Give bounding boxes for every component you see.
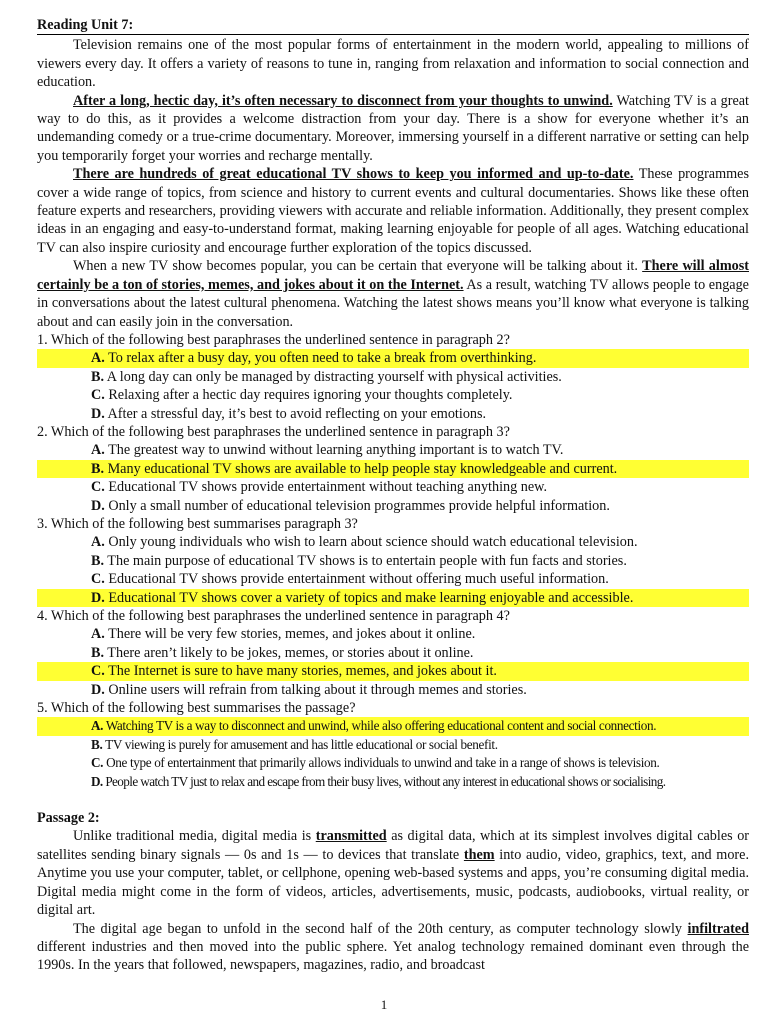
question-4-option-c [37,662,749,680]
question-5-option-a [37,717,749,735]
paragraph-text: Television remains one of the most popular forms of entertainment in the modern world, appealing to millions of viewers every day. It offers a variety of reasons to tune in, ranging from relaxation and information to social connection and education. [37,37,749,91]
option-letter: C. [91,479,105,496]
document-page [37,16,749,975]
option-text: The Internet is sure to have many stories, memes, and jokes about it. [104,663,497,680]
passage1-paragraph-2 [37,92,749,166]
question-1-stem: 1. Which of the following best paraphrases the underlined sentence in paragraph 2? [37,331,510,348]
option-text: Watching TV is a way to disconnect and unwind, while also offering educational content and social connection. [103,718,657,734]
underlined-word: infiltrated [687,920,749,937]
option-letter: D. [91,405,105,422]
paragraph-text: different industries and then moved into the public sphere. Yet analog technology remained dominant even through the 1990s. In the years that followed, newspapers, magazines, radio, and broadcast [37,938,749,974]
passage2-paragraph-2 [37,920,749,975]
option-letter: B. [91,552,105,569]
option-text: There will be very few stories, memes, and jokes about it online. [104,626,476,643]
option-text: Only young individuals who wish to learn about science should watch educational television. [104,534,638,551]
option-text: Educational TV shows provide entertainment without offering much useful information. [104,571,609,588]
option-letter: C. [91,571,105,588]
option-text: One type of entertainment that primarily allows individuals to unwind and take in a range of shows is television. [103,755,660,771]
option-text: Relaxing after a hectic day requires ignoring your thoughts completely. [104,387,513,404]
option-text: There aren’t likely to be jokes, memes, or stories about it online. [104,644,474,661]
option-text: Only a small number of educational television programmes provide helpful information. [104,497,610,514]
paragraph-text: As a result, watching TV allows people to engage in conversations about the latest cultural phenomena. Watching the latest shows means you’ll know what everyone is talking about and can easily join in the conversation. [37,276,749,330]
option-text: Educational TV shows cover a variety of topics and make learning enjoyable and accessible. [104,589,634,606]
option-text: TV viewing is purely for amusement and has little educational or social benefit. [102,736,498,752]
option-letter: C. [91,387,105,404]
page-number: 1 [380,997,388,1012]
question-5-option-d [91,773,749,791]
question-4-option-d [91,681,749,699]
question-1-option-a [37,349,749,367]
question-1-option-b [91,368,749,386]
question-2-option-c [91,478,749,496]
unit-title: Reading Unit 7: [37,16,749,35]
question-3-option-a [91,533,749,551]
option-text: The greatest way to unwind without learning anything important is to watch TV. [104,442,564,459]
option-letter: B. [91,644,105,661]
option-letter: A. [91,534,105,551]
question-3-option-d [37,589,749,607]
option-letter: D. [91,497,105,514]
option-letter: A. [91,718,104,734]
paragraph-text: into audio, video, graphics, text, and more. Anytime you use your computer, tablet, or cellphone, opening web-based systems and apps, you’re consuming digital media. Digital media might come in the form of videos, articles, advertisements, music, podcasts, audiobooks, virtual reality, or digital art. [37,846,749,919]
option-letter: D. [91,589,105,606]
question-3-stem: 3. Which of the following best summarises paragraph 3? [37,515,358,532]
option-text: Online users will refrain from talking about it through memes and stories. [104,681,527,698]
option-letter: A. [91,442,105,459]
passage1-paragraph-1 [37,36,749,91]
question-4-option-a [91,625,749,643]
question-3-option-b [91,552,749,570]
paragraph-text: Unlike traditional media, digital media is [73,828,316,845]
option-letter: B. [91,460,105,477]
paragraph-text: These programmes cover a wide range of topics, from science and history to current events and cultural documentaries. Shows like these often feature experts and researchers, providing viewers with accurate and reliable information. Additionally, they present complex ideas in an engaging and easy-to-understand format, making learning enjoyable for people of all ages. Watching educational TV can also inspire curiosity and encourage further exploration of the topics discussed. [37,166,749,256]
underlined-sentence: After a long, hectic day, it’s often necessary to disconnect from your thoughts to unwind. [73,92,613,109]
paragraph-text: The digital age began to unfold in the second half of the 20th century, as computer technology slowly [73,920,688,937]
option-text: To relax after a busy day, you often need to take a break from overthinking. [104,350,537,367]
underlined-word: them [463,846,495,863]
option-letter: C. [91,663,105,680]
question-1-option-d [91,405,749,423]
option-text: After a stressful day, it’s best to avoid reflecting on your emotions. [104,405,487,422]
section-spacer [37,791,749,809]
question-3-option-c [91,570,749,588]
option-text: People watch TV just to relax and escape from their busy lives, without any interest in educational shows or socialising. [102,773,666,789]
option-letter: C. [91,755,104,771]
option-text: The main purpose of educational TV shows is to entertain people with fun facts and stories. [104,552,627,569]
question-4-stem: 4. Which of the following best paraphrases the underlined sentence in paragraph 4? [37,608,510,624]
passage1-paragraph-3 [37,165,749,257]
option-letter: D. [91,681,105,698]
question-4-option-b [91,644,749,662]
option-text: A long day can only be managed by distracting yourself with physical activities. [104,368,562,385]
question-5-option-b [91,736,749,754]
option-text: Many educational TV shows are available to help people stay knowledgeable and current. [104,460,618,477]
paragraph-text: When a new TV show becomes popular, you can be certain that everyone will be talking about it. [73,258,643,275]
passage-2-title: Passage 2: [37,810,100,827]
paragraph-text: as digital data, which at its simplest involves digital cables or satellites sending binary signals — 0s and 1s — to devices that translate [37,828,750,863]
passage1-paragraph-4 [37,257,749,331]
question-2-option-a [91,441,749,459]
question-2-stem: 2. Which of the following best paraphrases the underlined sentence in paragraph 3? [37,423,510,440]
option-letter: A. [91,350,105,367]
question-5-option-c [91,754,749,772]
question-2-option-d [91,497,749,515]
underlined-word: transmitted [315,828,387,845]
question-1-option-c [91,386,749,404]
passage2-paragraph-1 [37,827,749,919]
option-letter: B. [91,736,103,752]
question-2-option-b [37,460,749,478]
option-letter: B. [91,368,105,385]
underlined-sentence: There will almost certainly be a ton of stories, memes, and jokes about it on the Internet. [37,258,749,293]
option-text: Educational TV shows provide entertainment without teaching anything new. [104,479,548,496]
paragraph-text: Watching TV is a great way to do this, as it provides a welcome distraction from your day. There is a show for everyone whether it’s an undemanding comedy or a true-crime documentary. Moreover, immersing yourself in a different narrative or setting can help you temporarily forget your worries and recharge mentally. [37,92,749,164]
underlined-sentence: There are hundreds of great educational TV shows to keep you informed and up-to-date. [73,166,634,183]
option-letter: D. [91,773,103,789]
option-letter: A. [91,626,105,643]
question-5-stem: 5. Which of the following best summarises the passage? [37,700,356,717]
